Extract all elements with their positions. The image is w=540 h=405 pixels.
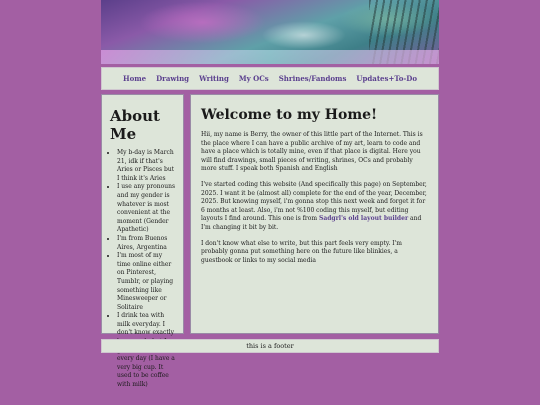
- nav-home-link[interactable]: Home: [122, 74, 147, 83]
- about-me-item-tea: • I drink tea with milk everyday. I don't know exactly every day (I have a very big cup. It used to be coffee with milk): [117, 312, 177, 389]
- banner-glow-detail: [101, 50, 439, 64]
- future-paragraph: I don't know what else to write, but this part feels very empty. I'm probably gonna put something here on the future like blinkies, a guestbook or links to my social media: [201, 239, 402, 264]
- nav-updates-todo-link[interactable]: Updates+To-Do: [356, 74, 418, 83]
- nav-my-ocs-link[interactable]: My OCs: [238, 74, 269, 83]
- main-content[interactable]: [190, 94, 439, 334]
- about-me-item-location: • I'm from Buenos Aires, Argentina: [117, 235, 177, 252]
- about-me-item-pronouns: • I use any pronouns and my gender is whatever is most convenient at the moment (Gender Apathetic): [117, 183, 177, 235]
- about-me-list: [108, 149, 177, 390]
- about-me-item-online: • I'm most of my time online either on Pinterest, Tumblr, or playing something like Minesweeper or Solitaire: [117, 252, 177, 312]
- header-banner-image: [101, 0, 439, 64]
- coding-paragraph-text-before: I've started coding this website (And specifically this page) on September, 2025. I want it be (almost all) complete for the end of the year, December, 2025. But knowing myself, i'm gonna stop this next week and forget it for 6 months at least. Also, i'm not %100 coding this myself, but editing layouts I find around. This one is from: [201, 180, 427, 223]
- sadgrl-layout-builder-link[interactable]: Sadgrl's old layout builder: [319, 215, 409, 223]
- coding-paragraph-text-after: and I'm changing it bit by bit.: [201, 215, 422, 231]
- coding-paragraph: [201, 181, 428, 233]
- top-navigation: [101, 67, 439, 90]
- about-me-sidebar[interactable]: [101, 94, 184, 389]
- page-footer: [101, 339, 439, 353]
- nav-writing-link[interactable]: Writing: [199, 74, 229, 83]
- intro-paragraph: Hii, my name is Berry, the owner of this little part of the Internet. This is the place where I can have a public archive of my art, learn to code and have a place which is totally mine, even if that place is digital. Here you will find drawings, small pieces of writing, shrines, OCs and probably more stuff. I speak both Spanish and English: [201, 131, 423, 173]
- footer-text: this is a footer: [246, 342, 294, 350]
- about-me-item-birthday: • My b-day is March 21, idk if that's Aries or Pisces but I think it's Aries: [117, 149, 177, 183]
- page-title: Welcome to my Home!: [201, 107, 378, 123]
- nav-shrines-fandoms-link[interactable]: Shrines/Fandoms: [278, 74, 347, 83]
- nav-drawing-link[interactable]: Drawing: [156, 74, 190, 83]
- sidebar-title: About Me: [110, 107, 160, 143]
